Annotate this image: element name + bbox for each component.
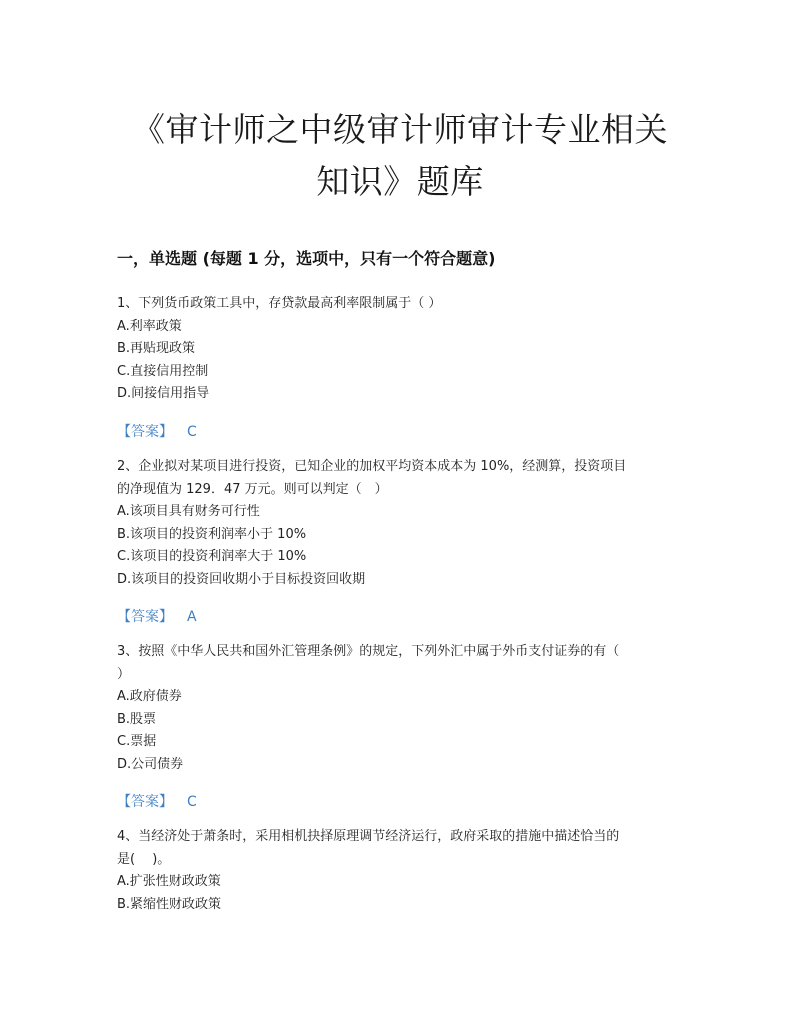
option-d: D.该项目的投资回收期小于目标投资回收期	[117, 571, 366, 587]
question-1	[117, 293, 677, 406]
answer-value: A	[187, 609, 197, 625]
option-b: B.紧缩性财政政策	[117, 896, 222, 912]
option-b: B.股票	[117, 711, 157, 727]
question-stem-line-1: 4、当经济处于萧条时，采用相机抉择原理调节经济运行，政府采取的措施中描述恰当的	[117, 829, 620, 844]
question-stem-line-1: 2、企业拟对某项目进行投资，已知企业的加权平均资本成本为 10%，经测算，投资项目	[117, 459, 627, 474]
section-heading: 一，单选题 (每题 1 分，选项中，只有一个符合题意)	[117, 249, 496, 268]
answer-value: C	[187, 424, 197, 440]
question-stem-line-2: ）	[117, 666, 131, 682]
option-d: D.间接信用指导	[117, 386, 210, 401]
answer-label: 【答案】	[117, 424, 173, 440]
question-4	[117, 826, 677, 916]
question-2	[117, 456, 677, 591]
answer-3	[117, 791, 197, 811]
answer-label: 【答案】	[117, 794, 173, 810]
answer-2	[117, 606, 197, 626]
option-c: C.票据	[117, 734, 157, 749]
answer-1	[117, 421, 197, 441]
question-stem-line-2: 的净现值为 129．47 万元。则可以判定（ ）	[117, 481, 388, 497]
option-c: C.直接信用控制	[117, 363, 209, 379]
document-title	[90, 104, 710, 208]
option-c: C.该项目的投资利润率大于 10%	[117, 549, 307, 564]
option-a: A.该项目具有财务可行性	[117, 504, 260, 519]
title-line-2: 知识》题库	[316, 162, 484, 201]
question-3	[117, 641, 677, 776]
option-b: B.该项目的投资利润率小于 10%	[117, 526, 307, 542]
question-stem: 1、下列货币政策工具中，存贷款最高利率限制属于（ ）	[117, 296, 442, 311]
answer-label: 【答案】	[117, 609, 173, 625]
question-stem-line-2: 是( )。	[117, 851, 171, 867]
option-b: B.再贴现政策	[117, 341, 196, 356]
answer-value: C	[187, 794, 197, 810]
option-a: A.政府债券	[117, 689, 182, 704]
option-d: D.公司债券	[117, 756, 184, 772]
question-stem-line-1: 3、按照《中华人民共和国外汇管理条例》的规定，下列外汇中属于外币支付证券的有（	[117, 644, 620, 659]
title-line-1: 《审计师之中级审计师审计专业相关	[132, 110, 668, 149]
option-a: A.利率政策	[117, 318, 182, 334]
option-a: A.扩张性财政政策	[117, 874, 221, 889]
